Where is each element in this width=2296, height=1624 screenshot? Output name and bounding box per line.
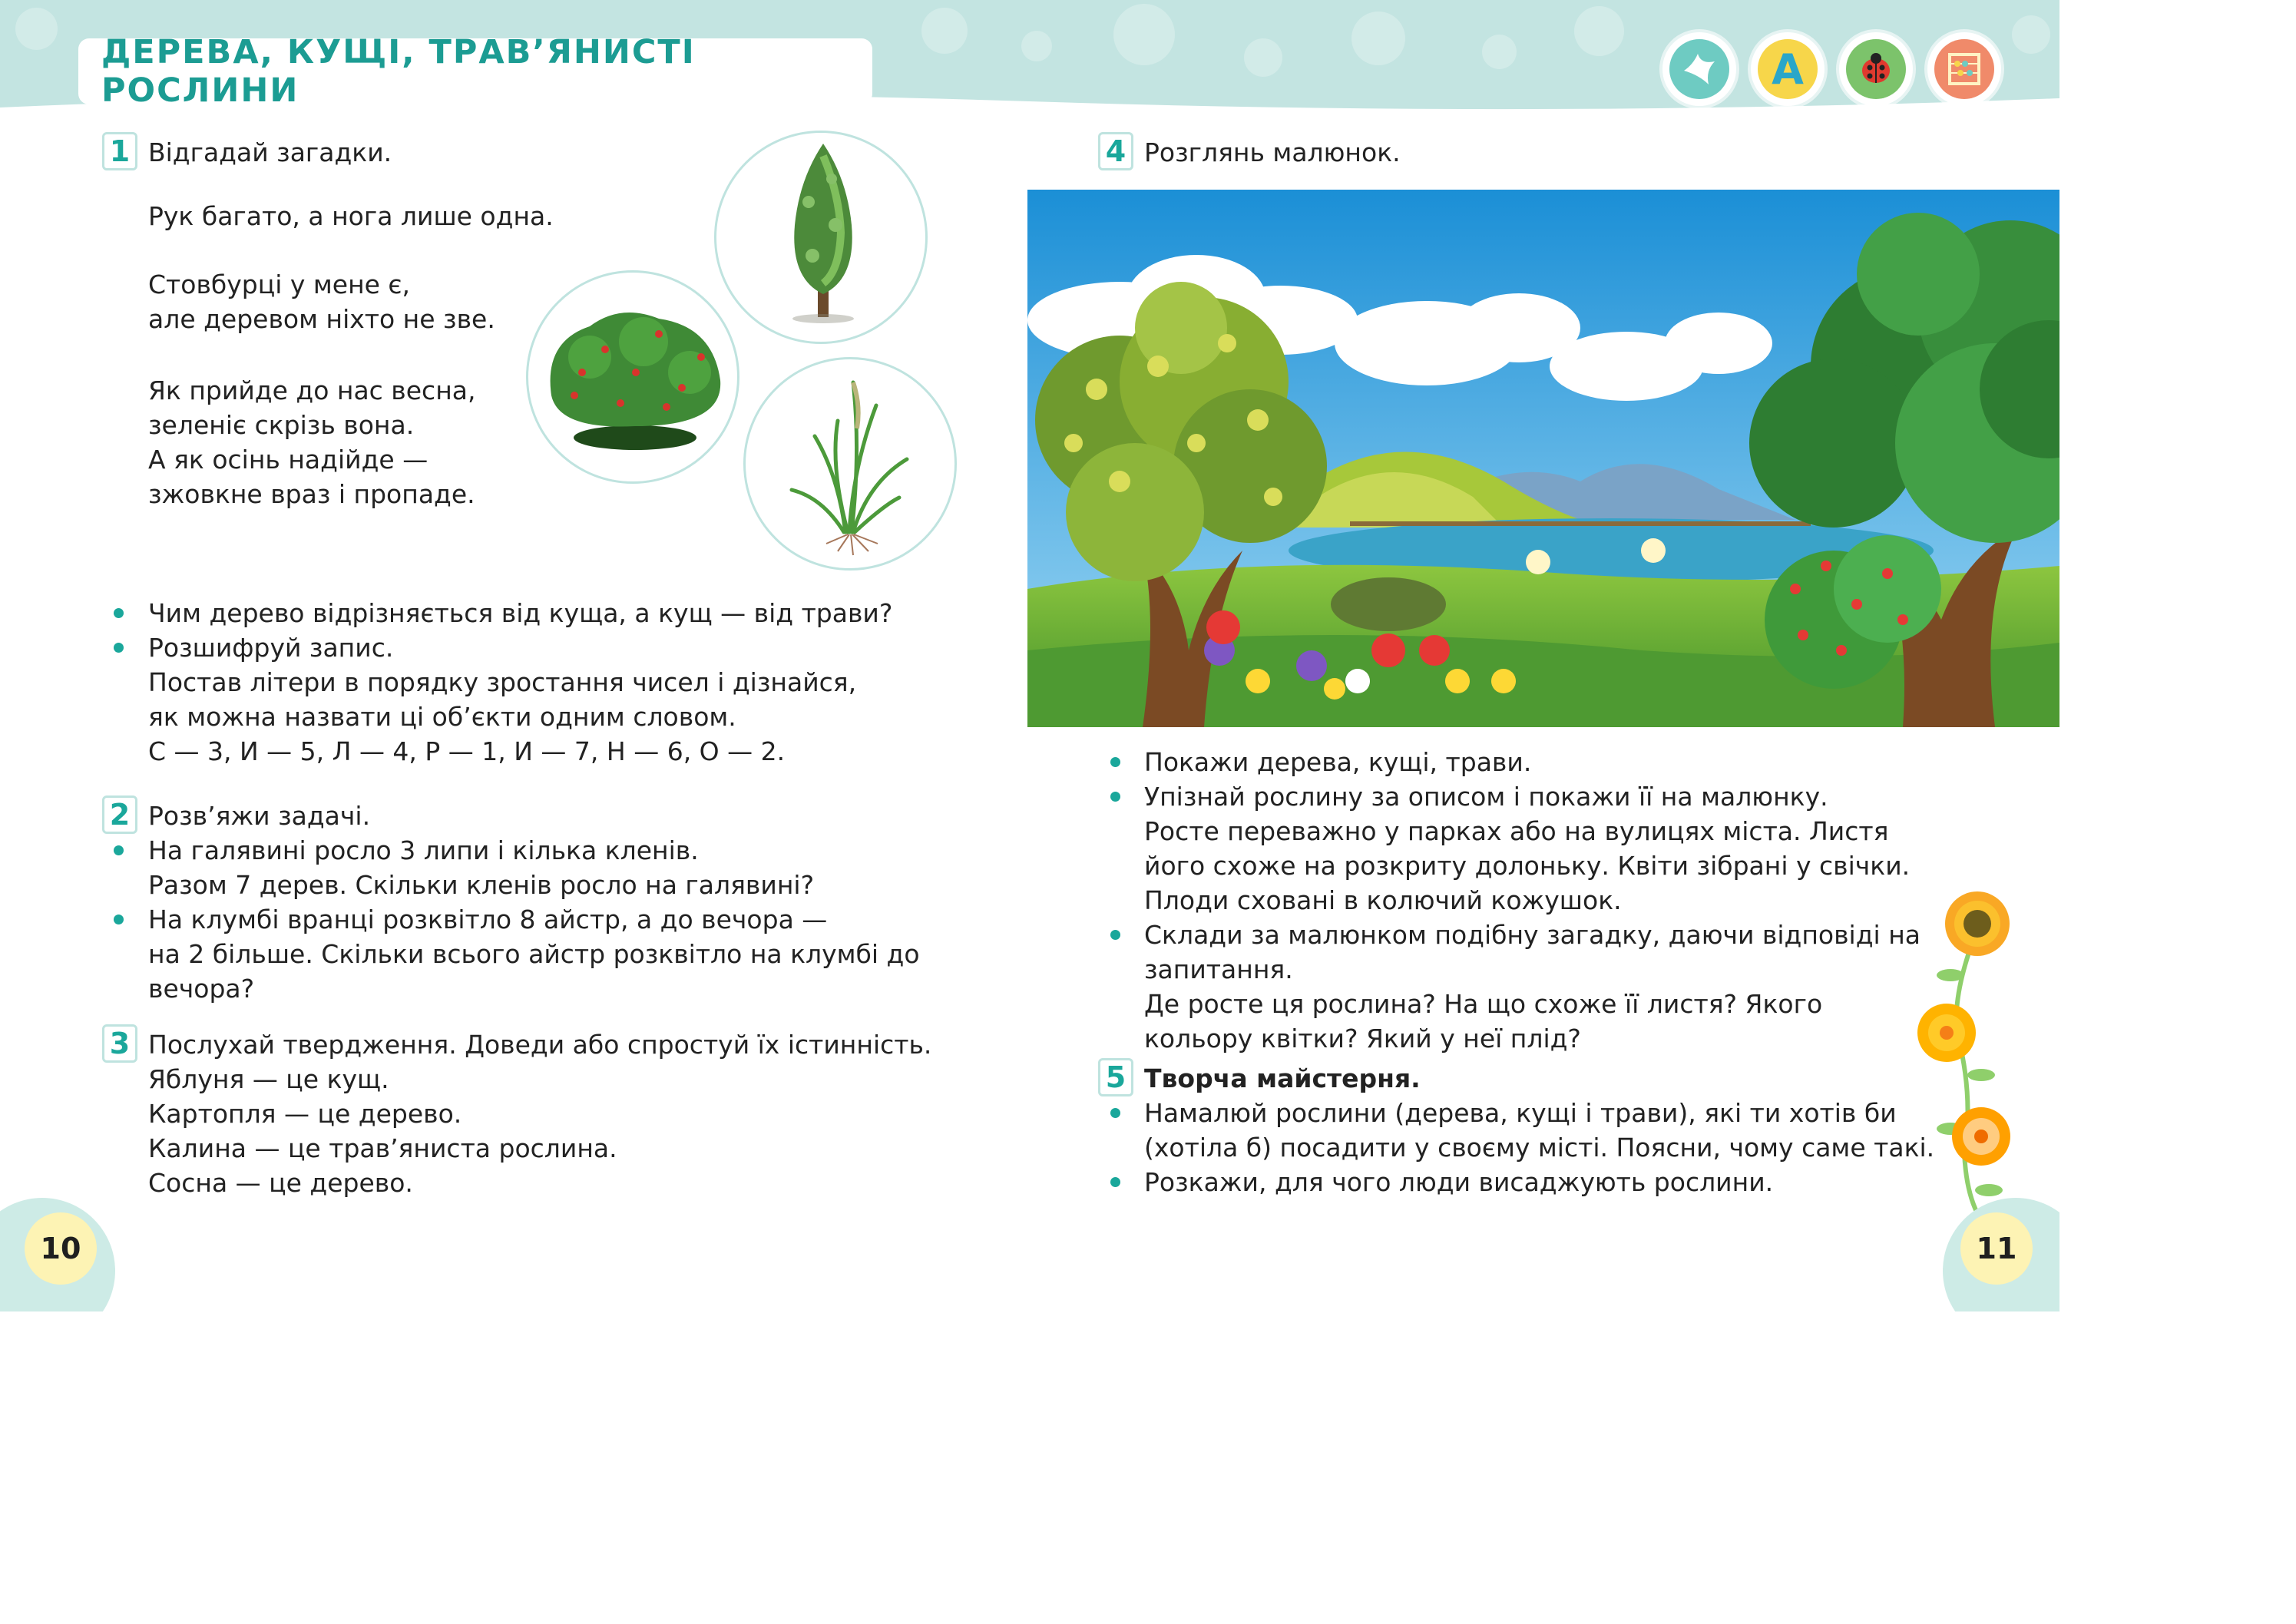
riddle-1-line: Рук багато, а нога лише одна. [148, 201, 554, 231]
task-5-heading: Творча майстерня. [1144, 1063, 1421, 1093]
ladybug-icon-button[interactable] [1839, 32, 1913, 106]
riddle-3-line: Як прийде до нас весна, [148, 375, 476, 405]
page-title-box [78, 33, 872, 110]
task-2-heading: Розв’яжи задачі. [148, 801, 371, 831]
letter-a-icon [1758, 39, 1818, 99]
abacus-icon [1934, 39, 1994, 99]
bird-icon [1669, 39, 1729, 99]
ladybug-icon [1846, 39, 1906, 99]
task-1-number: 1 [102, 132, 137, 170]
page-title: ДЕРЕВА, КУЩІ, ТРАВ’ЯНИСТІ РОСЛИНИ [101, 33, 696, 110]
bullet-dot [114, 845, 124, 855]
page-number-right: 11 [1960, 1212, 2033, 1285]
task-1-code-line: С — 3, И — 5, Л — 4, Р — 1, И — 7, Н — 6, О — 2. [148, 736, 786, 766]
task-4-number: 4 [1098, 132, 1133, 170]
bullet-dot [1110, 1108, 1120, 1118]
task-2-bullet-2-line: На клумбі вранці розквітло 8 айстр, а до вечора — [148, 905, 828, 934]
page-number-left: 10 [25, 1212, 97, 1285]
task-1-extra-line: Постав літери в порядку зростання чисел і дізнайся, [148, 667, 857, 697]
task-2-bullet-2-line: на 2 більше. Скільки всього айстр розквітло на клумбі до [148, 939, 920, 969]
task-4-bullet-3-line: Склади за малюнком подібну загадку, даючи відповіді на [1144, 920, 1921, 950]
flower-stem-decoration [1904, 883, 2020, 1213]
gerbera-icon [1952, 1107, 2010, 1166]
task-1-bullet: Чим дерево відрізняється від куща, а кущ — від трави? [148, 598, 893, 628]
task-1-extra-line: як можна назвати ці об’єкти одним словом. [148, 702, 736, 732]
task-3-statement: Картопля — це дерево. [148, 1099, 462, 1129]
grass-picture [743, 357, 957, 571]
marigold-icon [1917, 1004, 1976, 1062]
task-4-bullet-2-line: Упізнай рослину за описом і покажи її на малюнку. [1144, 782, 1828, 812]
task-2-bullet-2-line: вечора? [148, 974, 255, 1004]
task-5-bullet-1-line: (хотіла б) посадити у своєму місті. Поясни, чому саме такі. [1144, 1133, 1935, 1163]
bullet-dot [114, 915, 124, 924]
task-3-statement: Яблуня — це кущ. [148, 1064, 389, 1094]
letter-a-icon-button[interactable] [1751, 32, 1825, 106]
bullet-dot [1110, 757, 1120, 767]
task-4-bullet-3-line: кольору квітки? Який у неї плід? [1144, 1024, 1581, 1053]
task-2-bullet-1-line: На галявині росло 3 липи і кілька кленів. [148, 835, 699, 865]
sunflower-icon [1945, 891, 2010, 956]
task-3-heading: Послухай твердження. Доведи або спростуй їх істинність. [148, 1030, 932, 1060]
task-1-bullet: Розшифруй запис. [148, 633, 394, 663]
abacus-icon-button[interactable] [1927, 32, 2001, 106]
riddle-3-line: зжовкне враз і пропаде. [148, 479, 475, 509]
task-5-number: 5 [1098, 1058, 1133, 1096]
bullet-dot [1110, 792, 1120, 802]
task-5-bullet-1-line: Намалюй рослини (дерева, кущі і трави), які ти хотів би [1144, 1098, 1897, 1128]
bullet-dot [1110, 1177, 1120, 1187]
bullet-dot [1110, 930, 1120, 940]
task-4-bullet-1: Покажи дерева, кущі, трави. [1144, 747, 1532, 777]
task-4-bullet-2-line: його схоже на розкриту долоньку. Квіти зібрані у свічки. [1144, 851, 1911, 881]
landscape-illustration [1027, 190, 2059, 727]
task-4-bullet-3-line: запитання. [1144, 954, 1293, 984]
task-4-bullet-2-line: Плоди сховані в колючий кожушок. [1144, 885, 1622, 915]
task-2-bullet-1-line: Разом 7 дерев. Скільки кленів росло на галявині? [148, 870, 815, 900]
riddle-3-line: А як осінь надійде — [148, 445, 428, 475]
task-4-heading: Розглянь малюнок. [1144, 137, 1401, 167]
riddle-3-line: зеленіє скрізь вона. [148, 410, 415, 440]
task-3-number: 3 [102, 1024, 137, 1063]
letter-a-glyph: A [1772, 45, 1804, 94]
task-3-statement: Калина — це трав’яниста рослина. [148, 1133, 617, 1163]
task-4-bullet-2-line: Росте переважно у парках або на вулицях міста. Листя [1144, 816, 1889, 846]
task-4-bullet-3-line: Де росте ця рослина? На що схоже її листя? Якого [1144, 989, 1823, 1019]
bullet-dot [114, 643, 124, 653]
riddle-2-line: але деревом ніхто не зве. [148, 304, 495, 334]
bush-picture [526, 270, 739, 484]
bullet-dot [114, 608, 124, 618]
bird-icon-button[interactable] [1662, 32, 1736, 106]
poplar-tree-picture [714, 131, 928, 344]
task-5-bullet-2: Розкажи, для чого люди висаджують рослини. [1144, 1167, 1774, 1197]
task-3-statement: Сосна — це дерево. [148, 1168, 413, 1198]
task-2-number: 2 [102, 795, 137, 834]
task-1-heading: Відгадай загадки. [148, 137, 392, 167]
riddle-2-line: Стовбурці у мене є, [148, 270, 411, 299]
